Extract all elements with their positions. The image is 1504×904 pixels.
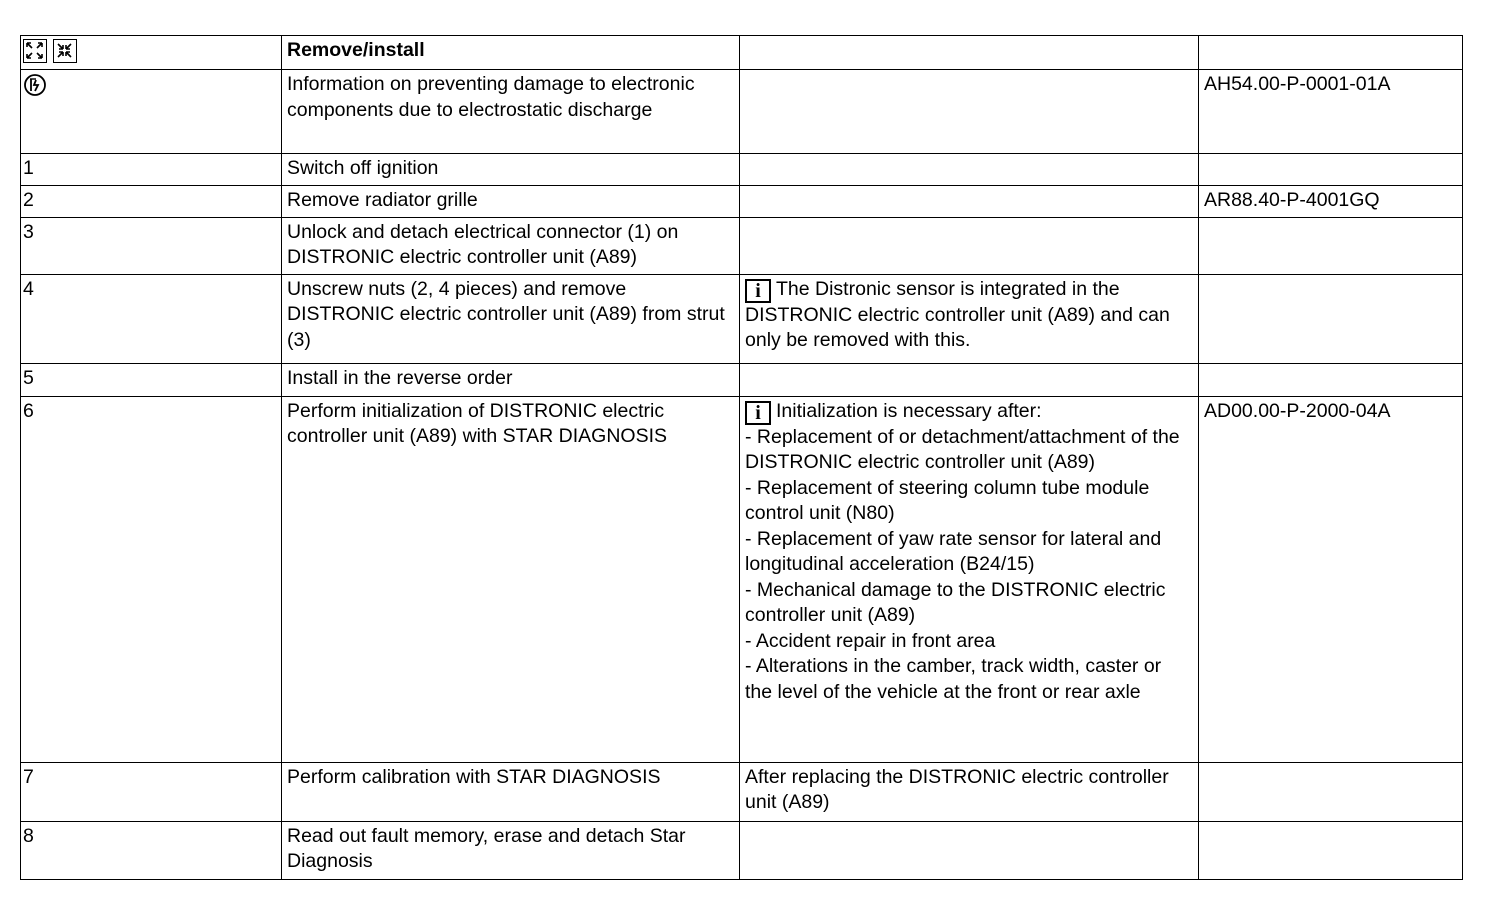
table-row: [21, 363, 1463, 396]
reference-cell[interactable]: AH54.00-P-0001-01A: [1199, 70, 1463, 154]
action-cell: Read out fault memory, erase and detach Star Diagnosis: [282, 821, 740, 879]
table-row: [21, 762, 1463, 821]
action-cell: Perform calibration with STAR DIAGNOSIS: [282, 762, 740, 821]
step-cell: [21, 154, 282, 186]
reference-cell: [1199, 821, 1463, 879]
table-row: [21, 185, 1463, 217]
note-line: - Mechanical damage to the DISTRONIC electric controller unit (A89): [745, 578, 1166, 626]
header-title: Remove/install: [282, 36, 740, 70]
note-line: i Initialization is necessary after:: [745, 399, 1193, 425]
table-row: [21, 70, 1463, 154]
reference-cell[interactable]: AR88.40-P-4001GQ: [1199, 185, 1463, 217]
note-line: - Accident repair in front area: [745, 629, 996, 652]
step-number: 1: [23, 157, 34, 179]
step-cell: [21, 363, 282, 396]
step-cell: [21, 396, 282, 762]
reference-cell[interactable]: AD00.00-P-2000-04A: [1199, 396, 1463, 762]
action-cell: Unscrew nuts (2, 4 pieces) and remove DISTRONIC electric controller unit (A89) from strut (3): [282, 274, 740, 363]
step-number: 3: [23, 220, 34, 243]
reference-cell: [1199, 762, 1463, 821]
reference-cell: [1199, 274, 1463, 363]
table-row: [21, 396, 1463, 762]
collapse-all-icon[interactable]: [53, 39, 77, 63]
step-cell: [21, 185, 282, 217]
step-cell: [21, 217, 282, 274]
info-icon: i: [745, 401, 771, 425]
note-line: - Replacement of or detachment/attachment of the DISTRONIC electric controller unit (A89): [745, 425, 1180, 473]
table-row: [21, 217, 1463, 274]
reference-cell: [1199, 154, 1463, 186]
note-cell: [740, 185, 1199, 217]
action-cell: Perform initialization of DISTRONIC electric controller unit (A89) with STAR DIAGNOSIS: [282, 396, 740, 762]
expand-all-icon[interactable]: [23, 39, 47, 63]
procedure-table: [20, 35, 1463, 880]
step-number: 2: [23, 188, 34, 211]
note-cell: [740, 363, 1199, 396]
step-number: 7: [23, 765, 34, 788]
table-row: [21, 154, 1463, 186]
header-icons-cell: [21, 36, 282, 70]
table-row: [21, 274, 1463, 363]
note-cell: [740, 217, 1199, 274]
note-cell: [740, 70, 1199, 154]
header-row: [21, 36, 1463, 70]
action-cell: Switch off ignition: [282, 154, 740, 186]
table-row: [21, 821, 1463, 879]
note-cell: [740, 154, 1199, 186]
header-empty-cell: [1199, 36, 1463, 70]
action-cell: Information on preventing damage to electronic components due to electrostatic discharge: [282, 70, 740, 154]
step-cell: [21, 762, 282, 821]
step-cell: [21, 70, 282, 154]
note-line: - Alterations in the camber, track width, caster or the level of the vehicle at the front or rear axle: [745, 655, 1162, 703]
note-cell: [740, 274, 1199, 363]
step-number: 8: [23, 824, 34, 847]
info-icon: i: [745, 279, 771, 303]
reference-cell: [1199, 217, 1463, 274]
note-cell: [740, 821, 1199, 879]
note-line: - Replacement of yaw rate sensor for lateral and longitudinal acceleration (B24/15): [745, 527, 1162, 575]
note-line: - Replacement of steering column tube module control unit (N80): [745, 476, 1150, 524]
step-number: 6: [23, 399, 34, 422]
action-cell: Unlock and detach electrical connector (1) on DISTRONIC electric controller unit (A89): [282, 217, 740, 274]
action-cell: Remove radiator grille: [282, 185, 740, 217]
step-cell: [21, 821, 282, 879]
note-cell: [740, 396, 1199, 762]
step-cell: [21, 274, 282, 363]
esd-warning-icon: [23, 73, 47, 97]
note-line: After replacing the DISTRONIC electric controller unit (A89): [745, 765, 1169, 813]
step-number: 4: [23, 277, 34, 300]
header-empty-cell: [740, 36, 1199, 70]
reference-cell: [1199, 363, 1463, 396]
step-number: 5: [23, 366, 34, 389]
note-line: i The Distronic sensor is integrated in the DISTRONIC electric controller unit (A89) and can only be removed with this.: [745, 277, 1170, 351]
action-cell: Install in the reverse order: [282, 363, 740, 396]
note-cell: [740, 762, 1199, 821]
